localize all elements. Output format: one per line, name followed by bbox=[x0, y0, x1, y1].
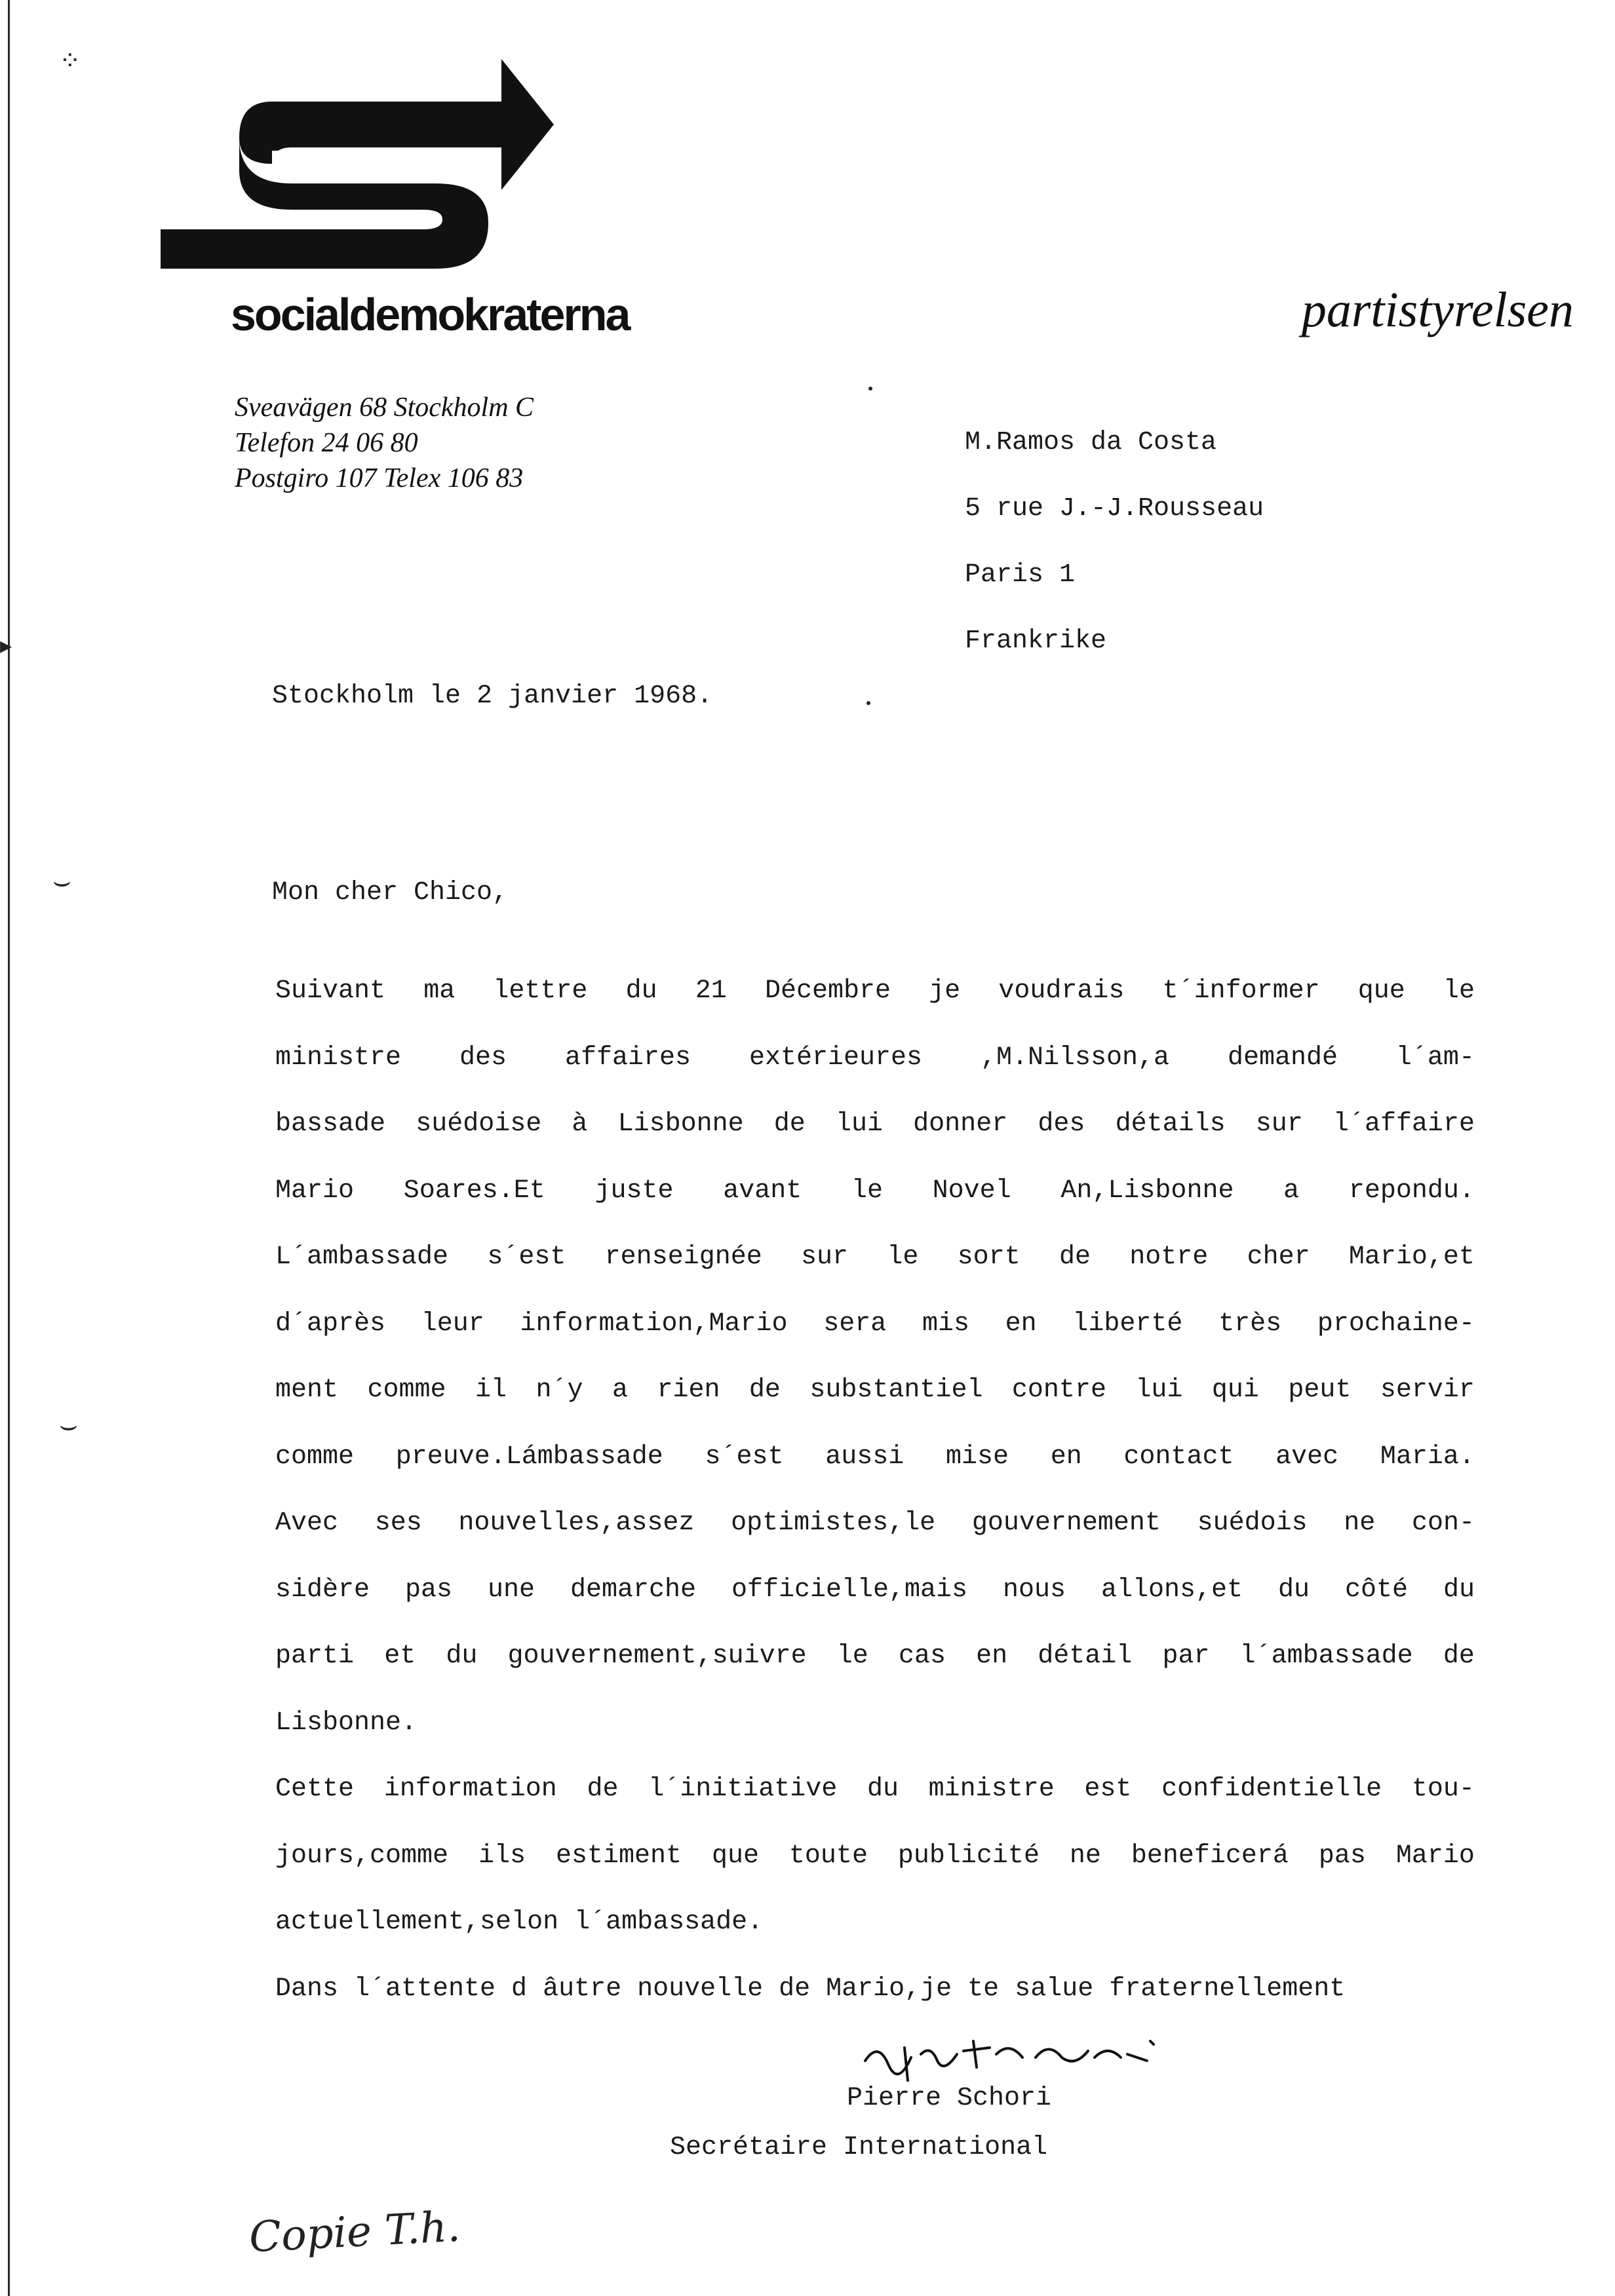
body-word: il bbox=[475, 1375, 507, 1405]
body-word: Mario bbox=[1395, 1841, 1475, 1871]
body-word: contact bbox=[1123, 1442, 1234, 1472]
body-word: comme bbox=[367, 1375, 446, 1405]
body-word: le bbox=[836, 1641, 868, 1671]
body-word: Mario bbox=[275, 1176, 355, 1206]
body-word: parti bbox=[275, 1641, 355, 1671]
body-line bbox=[275, 1623, 1475, 1690]
body-word: sort bbox=[957, 1242, 1021, 1272]
body-word: allons,et bbox=[1100, 1575, 1243, 1605]
letter-body bbox=[275, 958, 1475, 2022]
body-word: détail bbox=[1038, 1641, 1133, 1671]
body-word: Soares.Et bbox=[403, 1176, 545, 1206]
body-word: ment bbox=[275, 1375, 339, 1405]
body-word: Avec bbox=[275, 1508, 339, 1538]
body-word: optimistes,le bbox=[731, 1508, 936, 1538]
handwritten-note: Copie T.h. bbox=[248, 2202, 462, 2263]
body-word: preuve.Lámbassade bbox=[395, 1442, 663, 1472]
body-word: sidère bbox=[275, 1575, 370, 1605]
recipient-country: Frankrike bbox=[965, 626, 1107, 656]
body-line bbox=[275, 1357, 1475, 1424]
body-word: de bbox=[1443, 1641, 1475, 1671]
body-word: du bbox=[1278, 1575, 1310, 1605]
body-word: en bbox=[976, 1641, 1008, 1671]
body-word: lui bbox=[1135, 1375, 1183, 1405]
date-line: Stockholm le 2 janvier 1968. bbox=[272, 681, 713, 711]
body-word: t´informer bbox=[1162, 976, 1320, 1006]
body-word: gouvernement bbox=[971, 1508, 1161, 1538]
body-word: cas bbox=[898, 1641, 946, 1671]
body-word: lettre bbox=[493, 976, 588, 1006]
body-word: ne bbox=[1344, 1508, 1376, 1538]
body-word: demandé bbox=[1227, 1043, 1338, 1073]
body-word: Novel bbox=[932, 1176, 1011, 1206]
body-word: prochaine- bbox=[1317, 1309, 1475, 1339]
binding-edge-line bbox=[8, 0, 10, 2296]
body-line: Dans l´attente d âutre nouvelle de Mario,je te salue fraternellement bbox=[275, 1974, 1346, 2004]
body-word: sur bbox=[801, 1242, 849, 1272]
body-line bbox=[275, 1424, 1475, 1491]
body-word: nous bbox=[1003, 1575, 1066, 1605]
body-word: Lisbonne bbox=[617, 1109, 744, 1139]
body-line bbox=[275, 1291, 1475, 1358]
body-word: estiment bbox=[555, 1841, 682, 1871]
body-word: comme bbox=[275, 1442, 355, 1472]
body-line: Lisbonne. bbox=[275, 1708, 418, 1738]
salutation: Mon cher Chico, bbox=[272, 878, 509, 908]
scan-mark: ⁘ bbox=[59, 46, 81, 76]
body-word: est bbox=[1084, 1774, 1132, 1804]
body-word: s´est bbox=[705, 1442, 784, 1472]
body-word: l´affaire bbox=[1333, 1109, 1475, 1139]
body-word: ne bbox=[1069, 1841, 1101, 1871]
ink-dot bbox=[866, 701, 870, 705]
body-word: de bbox=[1059, 1242, 1091, 1272]
body-word: confidentielle bbox=[1161, 1774, 1382, 1804]
body-word: contre bbox=[1011, 1375, 1106, 1405]
body-word: Mario,et bbox=[1348, 1242, 1475, 1272]
body-word: leur bbox=[421, 1309, 484, 1339]
recipient-name: M.Ramos da Costa bbox=[965, 428, 1217, 457]
body-word: cher bbox=[1247, 1242, 1310, 1272]
body-word: une bbox=[487, 1575, 535, 1605]
body-word: officielle,mais bbox=[731, 1575, 968, 1605]
body-word: juste bbox=[594, 1176, 674, 1206]
body-word: tou- bbox=[1411, 1774, 1475, 1804]
body-line bbox=[275, 1557, 1475, 1624]
body-word: L´ambassade bbox=[275, 1242, 449, 1272]
body-word: Cette bbox=[275, 1774, 355, 1804]
body-word: et bbox=[384, 1641, 416, 1671]
body-word: affaires bbox=[564, 1043, 691, 1073]
scan-mark: ▸ bbox=[0, 632, 12, 659]
body-word: en bbox=[1005, 1309, 1037, 1339]
body-line bbox=[275, 1158, 1475, 1225]
handwritten-signature bbox=[859, 2028, 1160, 2087]
body-line bbox=[275, 1490, 1475, 1557]
body-word: en bbox=[1050, 1442, 1082, 1472]
body-word: peut bbox=[1288, 1375, 1352, 1405]
scan-mark: ⌣ bbox=[59, 1409, 78, 1442]
body-word: mis bbox=[922, 1309, 969, 1339]
body-word: publicité bbox=[897, 1841, 1040, 1871]
body-word: pas bbox=[1318, 1841, 1366, 1871]
body-line bbox=[275, 1823, 1475, 1890]
body-word: avec bbox=[1275, 1442, 1339, 1472]
body-word: du bbox=[1443, 1575, 1475, 1605]
body-word: liberté bbox=[1072, 1309, 1183, 1339]
body-word: ses bbox=[374, 1508, 422, 1538]
body-line bbox=[275, 1756, 1475, 1823]
body-word: de bbox=[773, 1109, 806, 1139]
body-word: par bbox=[1162, 1641, 1210, 1671]
body-word: s´est bbox=[487, 1242, 566, 1272]
body-word: rien bbox=[657, 1375, 720, 1405]
body-word: je bbox=[929, 976, 961, 1006]
body-word: ministre bbox=[928, 1774, 1055, 1804]
body-word: renseignée bbox=[604, 1242, 762, 1272]
body-word: ils bbox=[478, 1841, 526, 1871]
body-line: actuellement,selon l´ambassade. bbox=[275, 1907, 764, 1937]
body-word: beneficerá bbox=[1131, 1841, 1289, 1871]
body-word: de bbox=[749, 1375, 781, 1405]
body-word: bassade bbox=[275, 1109, 386, 1139]
body-word: toute bbox=[788, 1841, 868, 1871]
party-logo bbox=[161, 59, 554, 269]
sender-address bbox=[235, 390, 534, 496]
signer-name: Pierre Schori bbox=[847, 2084, 1052, 2113]
body-word: servir bbox=[1380, 1375, 1475, 1405]
body-word: 21 bbox=[695, 976, 727, 1006]
body-word: avant bbox=[723, 1176, 802, 1206]
body-word: substantiel bbox=[809, 1375, 983, 1405]
body-word: que bbox=[711, 1841, 759, 1871]
sender-phone-line: Telefon 24 06 80 bbox=[235, 428, 418, 458]
body-word: a bbox=[1283, 1176, 1300, 1206]
body-word: ministre bbox=[275, 1043, 402, 1073]
body-word: que bbox=[1357, 976, 1405, 1006]
body-word: nouvelles,assez bbox=[458, 1508, 695, 1538]
body-line bbox=[275, 958, 1475, 1025]
body-word: demarche bbox=[570, 1575, 696, 1605]
body-word: lui bbox=[835, 1109, 883, 1139]
body-word: repondu. bbox=[1348, 1176, 1475, 1206]
body-word: aussi bbox=[825, 1442, 905, 1472]
body-word: jours,comme bbox=[275, 1841, 449, 1871]
body-word: suédoise bbox=[416, 1109, 542, 1139]
body-word: Maria. bbox=[1380, 1442, 1475, 1472]
body-word: con- bbox=[1411, 1508, 1475, 1538]
body-word: An,Lisbonne bbox=[1060, 1176, 1234, 1206]
body-word: le bbox=[851, 1176, 883, 1206]
body-word: à bbox=[572, 1109, 588, 1139]
body-word: des bbox=[1038, 1109, 1085, 1139]
body-word: l´initiative bbox=[648, 1774, 838, 1804]
signer-title: Secrétaire International bbox=[670, 2133, 1048, 2162]
body-word: ma bbox=[423, 976, 456, 1006]
body-word: du bbox=[866, 1774, 899, 1804]
body-word: suédois bbox=[1197, 1508, 1308, 1538]
body-word: des bbox=[459, 1043, 507, 1073]
body-word: de bbox=[587, 1774, 619, 1804]
body-word: du bbox=[446, 1641, 478, 1671]
body-word: pas bbox=[405, 1575, 453, 1605]
sender-postgiro-line: Postgiro 107 Telex 106 83 bbox=[235, 463, 524, 493]
body-word: notre bbox=[1129, 1242, 1209, 1272]
recipient-address bbox=[965, 410, 1264, 674]
ink-dot bbox=[868, 387, 872, 391]
body-word: a bbox=[612, 1375, 628, 1405]
body-word: très bbox=[1218, 1309, 1282, 1339]
body-word: sur bbox=[1255, 1109, 1303, 1139]
body-word: information,Mario bbox=[520, 1309, 788, 1339]
body-word: gouvernement,suivre bbox=[507, 1641, 807, 1671]
body-word: n´y bbox=[535, 1375, 583, 1405]
body-word: d´après bbox=[275, 1309, 386, 1339]
body-word: sera bbox=[823, 1309, 887, 1339]
body-word: ,M.Nilsson,a bbox=[980, 1043, 1169, 1073]
recipient-city: Paris 1 bbox=[965, 560, 1076, 590]
body-word: donner bbox=[913, 1109, 1008, 1139]
body-word: Décembre bbox=[764, 976, 891, 1006]
body-word: du bbox=[625, 976, 657, 1006]
body-word: qui bbox=[1211, 1375, 1259, 1405]
recipient-street: 5 rue J.-J.Rousseau bbox=[965, 494, 1264, 524]
body-word: mise bbox=[945, 1442, 1009, 1472]
body-word: le bbox=[1443, 976, 1475, 1006]
body-word: l´ambassade bbox=[1239, 1641, 1413, 1671]
body-line bbox=[275, 1224, 1475, 1291]
body-word: côté bbox=[1344, 1575, 1408, 1605]
body-word: détails bbox=[1115, 1109, 1226, 1139]
body-word: le bbox=[887, 1242, 919, 1272]
sender-address-line: Sveavägen 68 Stockholm C bbox=[235, 392, 534, 423]
body-word: voudrais bbox=[998, 976, 1125, 1006]
body-word: l´am- bbox=[1395, 1043, 1475, 1073]
party-wordmark: socialdemokraterna bbox=[231, 289, 629, 340]
body-word: information bbox=[383, 1774, 557, 1804]
body-line bbox=[275, 1091, 1475, 1158]
body-word: Suivant bbox=[275, 976, 386, 1006]
body-line bbox=[275, 1025, 1475, 1092]
body-word: extérieures bbox=[749, 1043, 922, 1073]
department-name: partistyrelsen bbox=[1301, 282, 1574, 337]
scan-mark: ⌣ bbox=[52, 865, 71, 898]
